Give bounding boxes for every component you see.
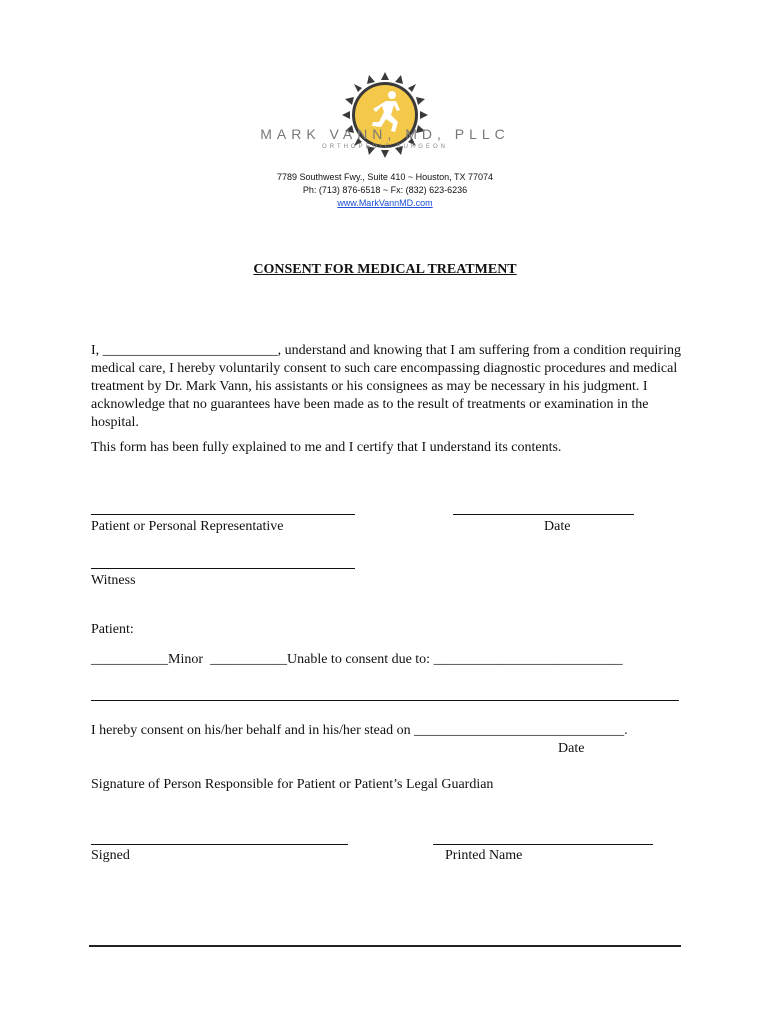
minor-unable-line[interactable]: ___________Minor ___________Unable to consent due to: ___________________________ xyxy=(91,652,623,667)
consent-paragraph: I, _________________________, understand and knowing that I am suffering from a condition requiring medical care, I hereby voluntarily consent to such care encompassing diagnostic procedures and medical treatment by Dr. Mark Vann, his assistants or his consignees as may be necessary in his judgment. I acknowledge that no guarantees have been made as to the result of treatments or examination in the hospital. xyxy=(91,343,681,430)
witness-signature-line[interactable] xyxy=(91,568,355,569)
brand-subtitle: ORTHOPEDIC SURGEON xyxy=(322,144,448,150)
behalf-date-label: Date xyxy=(558,741,585,756)
address: 7789 Southwest Fwy., Suite 410 ~ Houston, TX 77074 xyxy=(276,172,494,182)
patient-label: Patient: xyxy=(91,622,134,637)
phone-fax: Ph: (713) 876-6518 ~ Fx: (832) 623-6236 xyxy=(302,185,468,195)
footer-rule xyxy=(89,945,681,947)
printed-name-line[interactable] xyxy=(433,844,653,845)
responsible-signature-label: Signature of Person Responsible for Patient or Patient’s Legal Guardian xyxy=(91,777,494,792)
witness-label: Witness xyxy=(91,573,136,588)
date-label: Date xyxy=(544,519,571,534)
reason-line[interactable] xyxy=(91,700,679,701)
signed-line[interactable] xyxy=(91,844,348,845)
website-link[interactable]: www.MarkVannMD.com xyxy=(337,198,433,208)
document-title: CONSENT FOR MEDICAL TREATMENT xyxy=(253,262,517,277)
explained-statement: This form has been fully explained to me and I certify that I understand its contents. xyxy=(91,440,562,455)
brand-name: MARK VANN, MD, PLLC xyxy=(260,126,510,142)
signed-label: Signed xyxy=(91,848,130,863)
date-signature-line[interactable] xyxy=(453,514,634,515)
patient-signature-line[interactable] xyxy=(91,514,355,515)
behalf-consent-line[interactable]: I hereby consent on his/her behalf and in his/her stead on ______________________________. xyxy=(91,723,628,738)
patient-rep-label: Patient or Personal Representative xyxy=(91,519,284,534)
printed-name-label: Printed Name xyxy=(445,848,523,863)
